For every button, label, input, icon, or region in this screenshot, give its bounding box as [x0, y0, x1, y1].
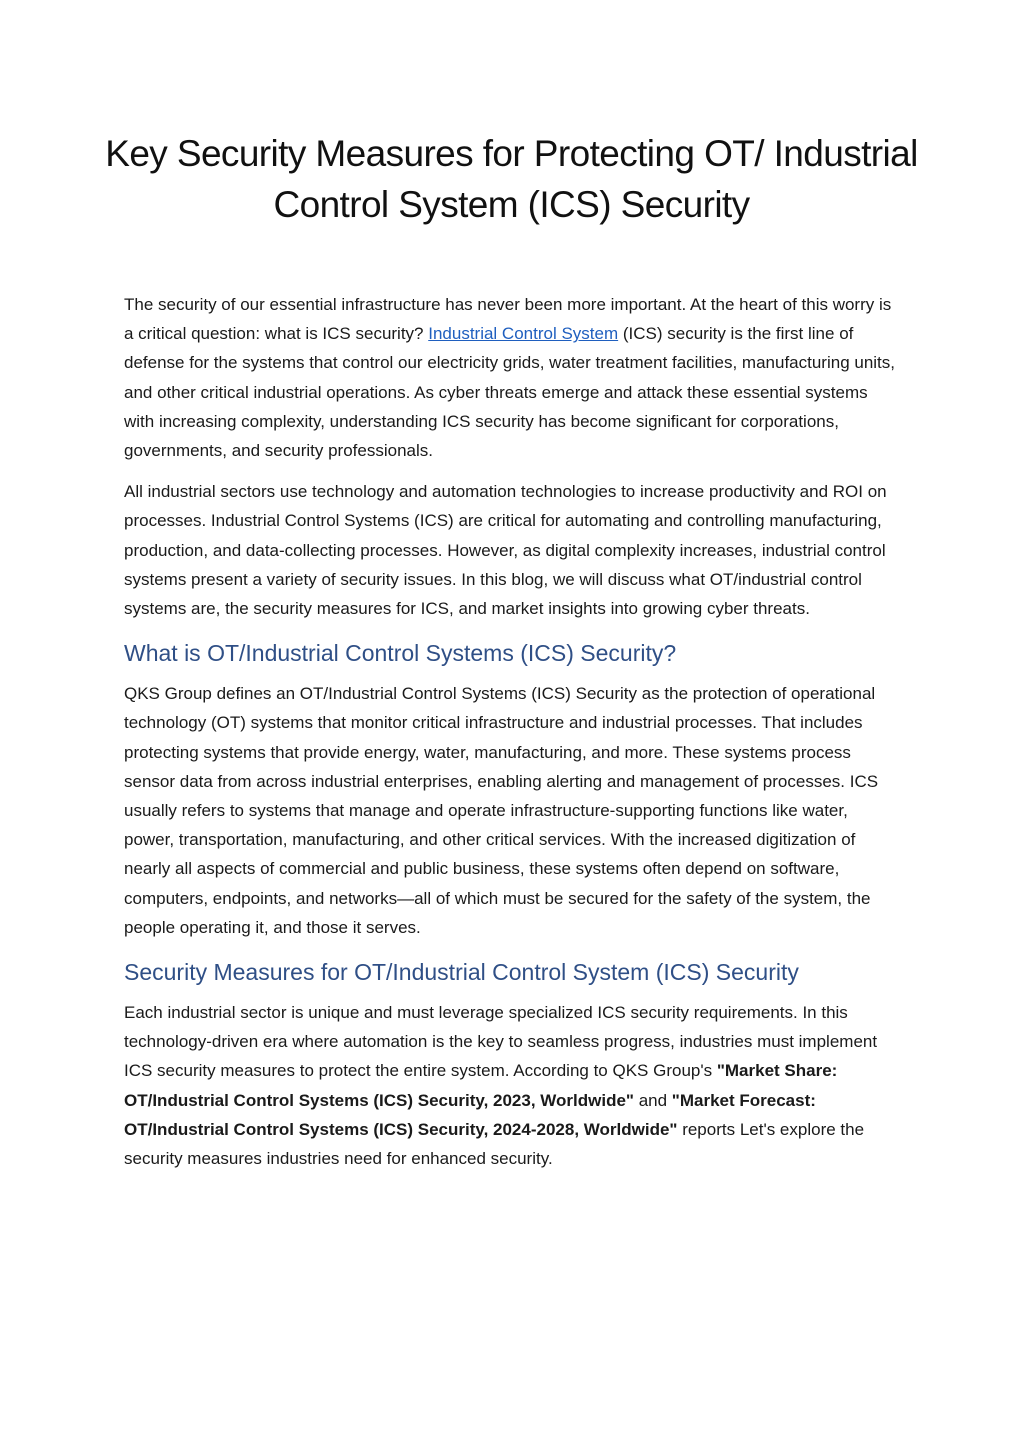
measures-text-1: Each industrial sector is unique and must leverage specialized ICS security requirements. In this technology-driven era where automation is the key to seamless progress, industries must implement ICS security measures to protect the entire system. According to QKS Group's — [124, 1003, 878, 1081]
document-title: Key Security Measures for Protecting OT/ Industrial Control System (ICS) Security — [105, 133, 918, 225]
industrial-control-system-link[interactable]: Industrial Control System — [428, 324, 619, 344]
section-what-is-ics-paragraph: QKS Group defines an OT/Industrial Control Systems (ICS) Security as the protection of operational technology (OT) systems that monitor critical infrastructure and industrial processes. That includes protecting systems that provide energy, water, manufacturing, and more. These systems process sensor data from across industrial enterprises, enabling alerting and management of processes. ICS usually refers to systems that manage and operate infrastructure-supporting functions like water, power, transportation, manufacturing, and other critical services. With the increased digitization of nearly all aspects of commercial and public business, these systems often depend on software, computers, endpoints, and networks—all of which must be secured for the safety of the system, the people operating it, and those it serves. — [124, 684, 879, 937]
intro-p1-text-before: The security of our essential infrastructure has never been more important. At the heart of this worry is a critical question: what is ICS security? — [124, 295, 892, 344]
measures-text-2: and — [633, 1090, 672, 1110]
intro-paragraph-1 — [124, 290, 896, 465]
document-body — [124, 290, 896, 1185]
report-title-market-share: "Market Share: OT/Industrial Control Systems (ICS) Security, 2023, Worldwide" — [124, 1061, 838, 1110]
measures-text-3: reports Let's explore the security measures industries need for enhanced security. — [124, 1119, 865, 1169]
section-heading-security-measures: Security Measures for OT/Industrial Control System (ICS) Security — [124, 959, 799, 986]
section-heading-what-is-ics: What is OT/Industrial Control Systems (ICS) Security? — [124, 640, 677, 667]
intro-paragraph-2: All industrial sectors use technology and automation technologies to increase productivity and ROI on processes. Industrial Control Systems (ICS) are critical for automating and controlling manufacturing, production, and data-collecting processes. However, as digital complexity increases, industrial control systems present a variety of security issues. In this blog, we will discuss what OT/industrial control systems are, the security measures for ICS, and market insights into growing cyber threats. — [124, 482, 887, 619]
intro-p1-text-after: (ICS) security is the first line of defense for the systems that control our electricity grids, water treatment facilities, manufacturing units, and other critical industrial operations. As cyber threats emerge and attack these essential systems with increasing complexity, understanding ICS security has become significant for corporations, governments, and security professionals. — [124, 324, 896, 461]
section-security-measures-paragraph — [124, 998, 896, 1173]
report-title-market-forecast: "Market Forecast: OT/Industrial Control Systems (ICS) Security, 2024-2028, Worldwide" — [124, 1090, 816, 1139]
